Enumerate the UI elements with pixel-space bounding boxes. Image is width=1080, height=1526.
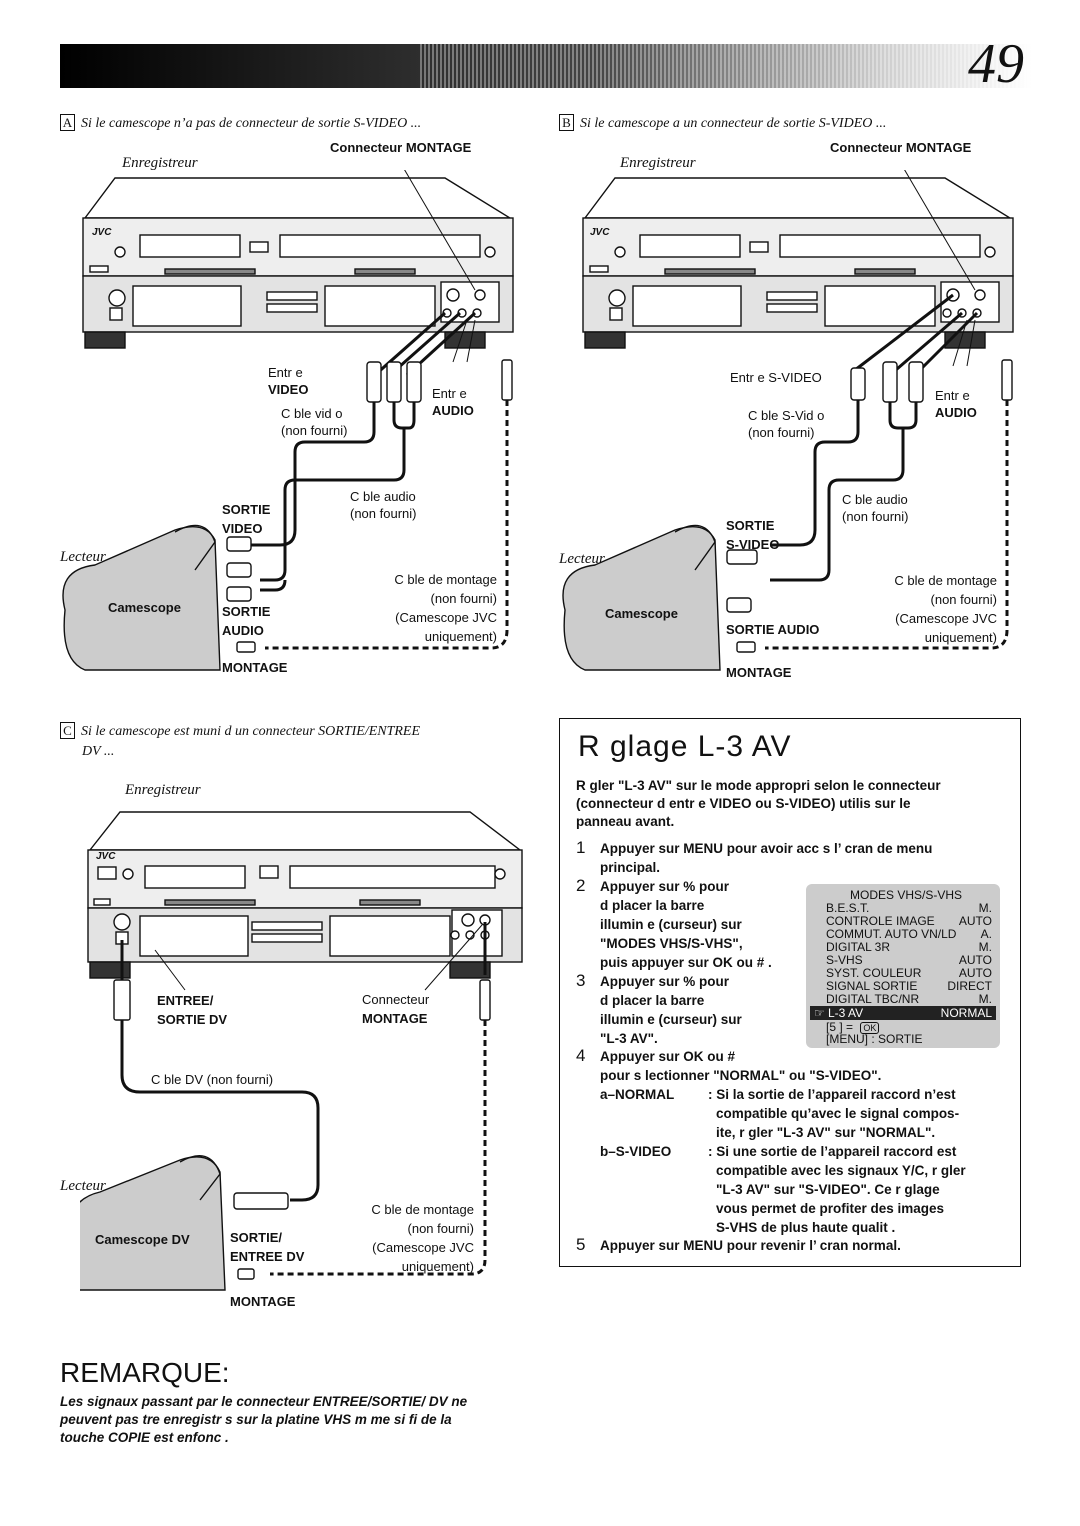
- step-4-l2: pour s lectionner "NORMAL" ou "S-VIDEO".: [600, 1068, 882, 1083]
- osd-footer-1-text: [5 ] =: [826, 1020, 854, 1034]
- step-3-l2: d placer la barre: [600, 993, 705, 1008]
- a-montage-cable-l4: uniquement): [424, 629, 497, 644]
- remarque-title: REMARQUE:: [60, 1357, 230, 1388]
- c-dv-cable: C ble DV (non fourni): [151, 1072, 274, 1087]
- remarque-l2: peuvent pas tre enregistr s sur la platine VHS m me si fi de la: [60, 1412, 452, 1427]
- b-input-audio: [935, 387, 977, 421]
- osd-row-label: S-VHS: [826, 953, 863, 967]
- osd-row-label: SYST. COULEUR: [826, 966, 922, 980]
- c-player: Lecteur: [60, 1178, 106, 1194]
- b-audio-cable-l1: C ble audio: [842, 492, 908, 507]
- option-svideo-key: b–S-VIDEO: [600, 1144, 672, 1159]
- step-2-l4: "MODES VHS/S-VHS",: [600, 936, 743, 951]
- step-1-l1: Appuyer sur MENU pour avoir acc s l’ cran de menu: [600, 841, 933, 856]
- option-svideo-text: [708, 1142, 1008, 1237]
- osd-row-label: DIGITAL TBC/NR: [826, 992, 920, 1006]
- b-input-svideo-text: Entr e S-VIDEO: [730, 370, 822, 385]
- c-montage-cable-l1: C ble de montage: [371, 1202, 474, 1217]
- b-input-audio-l2: AUDIO: [935, 405, 977, 420]
- section-b-recorder: Enregistreur: [620, 155, 696, 171]
- remarque-text: [60, 1393, 467, 1447]
- option-svideo-l5: S-VHS de plus haute qualit .: [716, 1220, 896, 1235]
- c-connector-label: [362, 990, 429, 1028]
- osd-row-label: B.E.S.T.: [826, 901, 870, 915]
- osd-row-selected: [810, 1006, 996, 1020]
- step-2-l2: d placer la barre: [600, 898, 705, 913]
- option-normal-l2: compatible qu’avec le signal compos-: [716, 1106, 960, 1121]
- b-audio-cable-l2: (non fourni): [842, 509, 909, 524]
- a-input-audio: [432, 385, 474, 419]
- a-montage-cable-l3: (Camescope JVC: [395, 610, 497, 625]
- b-svideo-cable: [748, 407, 824, 441]
- a-audio-cable: [350, 488, 416, 522]
- reglage-intro-l3: panneau avant.: [576, 814, 675, 829]
- a-input-video: [268, 364, 308, 398]
- a-camcorder: Camescope: [108, 600, 181, 615]
- b-montage-cable-l2: (non fourni): [930, 592, 997, 607]
- c-camcorder: Camescope DV: [95, 1232, 190, 1247]
- hand-pointer-icon: ☞: [814, 1006, 825, 1020]
- header-bar: [60, 44, 1032, 88]
- c-montage-cable-l4: uniquement): [401, 1259, 474, 1274]
- a-out-video-l1: SORTIE: [222, 502, 271, 517]
- section-b-letter: B: [559, 114, 574, 131]
- b-montage-cable-l3: (Camescope JVC: [895, 611, 997, 626]
- c-connector-label-l1: Connecteur: [362, 992, 430, 1007]
- c-dv-label: [157, 991, 227, 1029]
- step-5: [576, 1235, 901, 1255]
- osd-row-value: DIRECT: [947, 979, 992, 993]
- osd-row-value: M.: [978, 992, 992, 1006]
- c-out-dv-l2: ENTREE DV: [230, 1249, 305, 1264]
- osd-row-label: SIGNAL SORTIE: [826, 979, 918, 993]
- a-input-video-l2: VIDEO: [268, 382, 309, 397]
- b-out-audio: SORTIE AUDIO: [726, 622, 820, 637]
- c-dv-label-l2: SORTIE DV: [157, 1012, 228, 1027]
- step-2: [576, 876, 772, 972]
- a-montage-cable-l1: C ble de montage: [394, 572, 497, 587]
- a-montage: MONTAGE: [222, 660, 288, 675]
- a-out-video: [222, 500, 270, 538]
- step-3-l1: Appuyer sur % pour: [600, 974, 730, 989]
- osd-row-value: AUTO: [958, 966, 992, 980]
- a-player: Lecteur: [60, 549, 106, 565]
- step-3: [576, 971, 742, 1048]
- step-1-number: 1: [576, 838, 586, 857]
- page-number: 49: [968, 33, 1024, 95]
- option-svideo-l3: "L-3 AV" sur "S-VIDEO". Ce r glage: [716, 1182, 940, 1197]
- step-3-number: 3: [576, 971, 586, 990]
- a-audio-cable-l1: C ble audio: [350, 489, 416, 504]
- option-svideo-l2: compatible avec les signaux Y/C, r gler: [716, 1163, 966, 1178]
- c-out-dv-l1: SORTIE/: [230, 1230, 283, 1245]
- c-montage-cable: [332, 1200, 474, 1276]
- a-out-audio-l2: AUDIO: [222, 623, 264, 638]
- reglage-intro-l2: (connecteur d entr e VIDEO ou S-VIDEO) utilis sur le: [576, 796, 911, 811]
- osd-row-label: COMMUT. AUTO VN/LD: [826, 927, 957, 941]
- step-1: [576, 838, 933, 877]
- camcorder-a: [63, 525, 220, 670]
- c-out-dv: [230, 1228, 304, 1266]
- section-a-connector-label: Connecteur MONTAGE: [330, 140, 472, 155]
- a-montage-cable: [355, 570, 497, 646]
- a-out-video-l2: VIDEO: [222, 521, 263, 536]
- b-out-svideo: [726, 516, 779, 554]
- a-video-cable: [281, 405, 347, 439]
- step-4: [576, 1046, 882, 1085]
- b-player: Lecteur: [559, 551, 605, 567]
- osd-row-value: AUTO: [958, 914, 992, 928]
- option-normal-text: [708, 1085, 1008, 1142]
- option-normal-key: a–NORMAL: [600, 1087, 675, 1102]
- b-montage-cable: [855, 571, 997, 647]
- step-5-number: 5: [576, 1235, 586, 1254]
- section-a-recorder: Enregistreur: [122, 155, 198, 171]
- step-4-l1: Appuyer sur OK ou #: [600, 1049, 736, 1064]
- section-c-title-l2: DV ...: [82, 744, 115, 759]
- b-montage-cable-l4: uniquement): [924, 630, 997, 645]
- osd-menu: [806, 884, 1000, 1048]
- section-a-title-text: Si le camescope n’a pas de connecteur de sortie S-VIDEO ...: [81, 116, 422, 131]
- step-2-number: 2: [576, 876, 586, 895]
- section-b-title: [559, 114, 886, 132]
- a-montage-cable-l2: (non fourni): [430, 591, 497, 606]
- step-4-number: 4: [576, 1046, 586, 1065]
- osd-selected-label: L-3 AV: [828, 1006, 864, 1020]
- b-svideo-cable-l2: (non fourni): [748, 425, 815, 440]
- c-montage-cable-l3: (Camescope JVC: [372, 1240, 474, 1255]
- option-normal-l3: ite, r gler "L-3 AV" sur "NORMAL".: [716, 1125, 936, 1140]
- c-connector-label-l2: MONTAGE: [362, 1011, 428, 1026]
- b-out-svideo-l2: S-VIDEO: [726, 537, 780, 552]
- step-5-l1: Appuyer sur MENU pour revenir l’ cran normal.: [600, 1238, 901, 1253]
- c-montage-cable-l2: (non fourni): [407, 1221, 474, 1236]
- section-c-letter: C: [60, 722, 75, 739]
- b-montage: MONTAGE: [726, 665, 792, 680]
- c-montage: MONTAGE: [230, 1294, 296, 1309]
- a-input-audio-l1: Entr e: [432, 386, 467, 401]
- option-svideo-l1: : Si une sortie de l’appareil raccord est: [708, 1144, 957, 1159]
- brand-logo-a: JVC: [92, 227, 112, 238]
- section-c-title-l1: Si le camescope est muni d un connecteur SORTIE/ENTREE: [81, 724, 421, 739]
- osd-row-tbc: [826, 993, 992, 1006]
- section-c-recorder: Enregistreur: [125, 782, 201, 798]
- reglage-intro-l1: R gler "L-3 AV" sur le mode appropri selon le connecteur: [576, 778, 941, 793]
- section-a-letter: A: [60, 114, 75, 131]
- remarque-l1: Les signaux passant par le connecteur ENTREE/SORTIE/ DV ne: [60, 1394, 468, 1409]
- b-input-audio-l1: Entr e: [935, 388, 970, 403]
- a-input-audio-l2: AUDIO: [432, 403, 474, 418]
- osd-row-value: A.: [980, 927, 992, 941]
- brand-logo-b: JVC: [590, 227, 610, 238]
- a-out-audio: [222, 602, 270, 640]
- b-input-svideo: [730, 369, 822, 386]
- step-2-l1: Appuyer sur % pour: [600, 879, 730, 894]
- a-audio-cable-l2: (non fourni): [350, 506, 417, 521]
- a-video-cable-l2: (non fourni): [281, 423, 348, 438]
- b-montage-cable-l1: C ble de montage: [894, 573, 997, 588]
- osd-row-value: AUTO: [958, 953, 992, 967]
- step-2-l5: puis appuyer sur OK ou # .: [600, 955, 772, 970]
- c-dv-label-l1: ENTREE/: [157, 993, 214, 1008]
- option-svideo-l4: vous permet de profiter des images: [716, 1201, 945, 1216]
- osd-row-label: CONTROLE IMAGE: [826, 914, 935, 928]
- osd-row-value: M.: [978, 940, 992, 954]
- osd-footer-2: [MENU] : SORTIE: [826, 1032, 923, 1046]
- remarque-l3: touche COPIE est enfonc .: [60, 1430, 229, 1445]
- a-out-audio-l1: SORTIE: [222, 604, 271, 619]
- option-normal-l1: : Si la sortie de l’appareil raccord n’est: [708, 1087, 956, 1102]
- osd-row-label: DIGITAL 3R: [826, 940, 891, 954]
- section-b-title-text: Si le camescope a un connecteur de sortie S-VIDEO ...: [580, 116, 887, 131]
- ok-key-icon: OK: [860, 1022, 879, 1034]
- step-2-l3: illumin e (curseur) sur: [600, 917, 742, 932]
- b-svideo-cable-l1: C ble S-Vid o: [748, 408, 825, 423]
- step-3-l3: illumin e (curseur) sur: [600, 1012, 742, 1027]
- a-input-video-l1: Entr e: [268, 365, 303, 380]
- reglage-intro: [576, 777, 941, 831]
- b-audio-cable: [842, 491, 908, 525]
- osd-row-value: M.: [978, 901, 992, 915]
- reglage-title: R glage L-3 AV: [578, 730, 792, 763]
- b-out-svideo-l1: SORTIE: [726, 518, 775, 533]
- a-video-cable-l1: C ble vid o: [281, 406, 343, 421]
- b-camcorder: Camescope: [605, 606, 678, 621]
- step-1-l2: principal.: [600, 860, 661, 875]
- osd-selected-value: NORMAL: [940, 1006, 992, 1020]
- osd-menu-title: MODES VHS/S-VHS: [850, 888, 963, 902]
- section-b-connector-label: Connecteur MONTAGE: [830, 140, 972, 155]
- step-3-l4: "L-3 AV".: [600, 1031, 658, 1046]
- brand-logo-c: JVC: [96, 851, 116, 862]
- section-c-title: [60, 722, 420, 762]
- section-a-title: [60, 114, 421, 132]
